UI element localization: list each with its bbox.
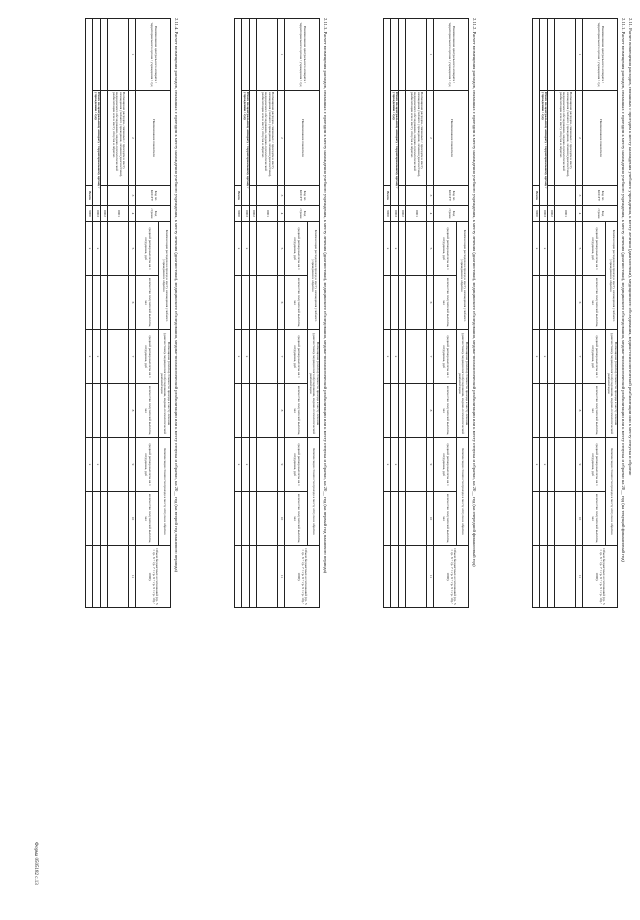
- table-cell: [540, 19, 548, 91]
- x-mark: x: [540, 222, 548, 276]
- header-avg: средний размер выплаты на 1 сотрудника, руб: [136, 330, 159, 384]
- calculation-table: [85, 18, 171, 608]
- column-number: 11: [129, 546, 136, 608]
- row-label: Возмещение расходов, связанных с проездом к месту нахождения учебного учреждения, лечения (диагностики), медицинского обследования, медико-психологической реабилитации или к месту отпуска и обратно: [555, 91, 576, 186]
- column-number: 2: [129, 91, 136, 186]
- grand-total-label: Всего: [533, 186, 540, 206]
- value-cell: [548, 222, 555, 276]
- header-count: количество получателей выплаты, чел: [583, 276, 606, 330]
- column-number: 7: [427, 330, 434, 384]
- table-cell: [406, 186, 427, 206]
- column-number: 7: [129, 330, 136, 384]
- line-code: 9000: [235, 206, 242, 222]
- grand-total-label: Всего: [235, 186, 242, 206]
- header-avg: средний размер выплаты на 1 сотрудника, руб: [434, 330, 457, 384]
- value-cell: [391, 384, 399, 438]
- table-cell: [101, 19, 108, 91]
- value-cell: [384, 492, 391, 546]
- value-cell: [406, 384, 427, 438]
- table-cell: [555, 19, 576, 91]
- row-label: [548, 91, 555, 186]
- table-cell: [108, 19, 129, 91]
- header-avg: средний размер выплаты на 1 сотрудника, руб: [583, 330, 606, 384]
- column-number: 1: [576, 19, 583, 91]
- value-cell: [101, 222, 108, 276]
- header-org: Наименование центрального аппарата / территориального органа / учреждения / суд: [136, 19, 171, 91]
- column-number: 10: [427, 492, 434, 546]
- table-cell: [399, 19, 406, 91]
- x-mark: x: [93, 438, 101, 492]
- line-code: 0003: [391, 206, 399, 222]
- total-value-cell: [384, 546, 391, 608]
- value-cell: [555, 276, 576, 330]
- line-code: 0003: [540, 206, 548, 222]
- header-indicator: Наименование показателя: [136, 91, 171, 186]
- header-count: количество получателей выплаты, чел: [285, 276, 308, 330]
- header-org: Наименование центрального аппарата / территориального органа / учреждения / суд: [285, 19, 320, 91]
- header-line-code: Код строки: [434, 206, 469, 222]
- value-cell: [93, 492, 101, 546]
- line-code: 9000: [384, 206, 391, 222]
- table-cell: [555, 186, 576, 206]
- value-cell: [86, 276, 93, 330]
- x-mark: x: [540, 330, 548, 384]
- row-label: Возмещение расходов, связанных с проездом к месту нахождения учебного учреждения, лечения (диагностики), медицинского обследования, медико-психологической реабилитации или к месту отпуска и обратно: [108, 91, 129, 186]
- header-count: количество получателей выплаты, чел: [285, 492, 308, 546]
- header-indicator: Наименование показателя: [434, 91, 469, 186]
- header-org: Наименование центрального аппарата / территориального органа / учреждения / суд: [434, 19, 469, 91]
- row-label: [250, 91, 257, 186]
- column-number: 1: [278, 19, 285, 91]
- column-number: 11: [427, 546, 434, 608]
- column-number: 4: [576, 206, 583, 222]
- line-code: 9000: [533, 206, 540, 222]
- table-cell: [108, 186, 129, 206]
- total-value-cell: [108, 546, 129, 608]
- line-code: 0002: [548, 206, 555, 222]
- value-cell: [250, 330, 257, 384]
- value-cell: [235, 384, 242, 438]
- value-cell: [250, 492, 257, 546]
- table-row: [384, 19, 391, 608]
- value-cell: [399, 384, 406, 438]
- column-number: 8: [278, 384, 285, 438]
- header-count: количество получателей выплаты, чел: [434, 276, 457, 330]
- value-cell: [555, 222, 576, 276]
- value-cell: [555, 330, 576, 384]
- value-cell: [242, 276, 250, 330]
- x-mark: x: [391, 330, 399, 384]
- table-cell: [235, 19, 242, 186]
- column-number: 4: [278, 206, 285, 222]
- header-count: количество получателей выплаты, чел: [583, 384, 606, 438]
- table-title: 2.11.1. Расчет возмещения расходов, связанных с проездом к месту нахождения учебного учреждения, к месту лечения (диагностики), медицинского обследования, медико-психологической реабилитации или к месту отпуска и обратно на 20__ год (на текущий финансовый год): [621, 18, 626, 562]
- value-cell: [250, 384, 257, 438]
- total-value-cell: [533, 546, 540, 608]
- table-cell: [391, 19, 399, 91]
- table-title: 2.11.2. Расчет возмещения расходов, связанных с проездом к месту нахождения учебного учреждения, к месту лечения (диагностики), медицинского обследования, медико-психологической реабилитации или к месту отпуска и обратно, на 20__ год (на очередной финансовый год): [472, 18, 477, 567]
- value-cell: [242, 384, 250, 438]
- value-cell: [533, 492, 540, 546]
- table-row: [406, 19, 427, 608]
- total-value-cell: [93, 546, 101, 608]
- header-count: количество получателей выплаты, чел: [136, 384, 159, 438]
- line-code: 0001: [108, 206, 129, 222]
- row-label: Итого по центральному аппарату / территориальному органу / учреждению / суду: [242, 91, 250, 206]
- line-code: 0002: [101, 206, 108, 222]
- column-number: 5: [278, 222, 285, 276]
- value-cell: [101, 384, 108, 438]
- calculation-table: [383, 18, 469, 608]
- table-cell: [242, 19, 250, 91]
- header-count: количество получателей выплаты, чел: [583, 492, 606, 546]
- header-count: количество получателей выплаты, чел: [136, 492, 159, 546]
- line-code: 0001: [555, 206, 576, 222]
- column-number: 9: [576, 438, 583, 492]
- value-cell: [406, 438, 427, 492]
- header-count: количество получателей выплаты, чел: [434, 492, 457, 546]
- x-mark: x: [242, 330, 250, 384]
- column-number: 10: [278, 492, 285, 546]
- column-number: 7: [576, 330, 583, 384]
- column-number: 2: [278, 91, 285, 186]
- row-label: [101, 91, 108, 186]
- value-cell: [548, 492, 555, 546]
- header-avg: средний размер выплаты на 1 сотрудника, руб: [434, 222, 457, 276]
- row-label: Итого по центральному аппарату / территориальному органу / учреждению / суду: [93, 91, 101, 206]
- column-number: 4: [427, 206, 434, 222]
- x-mark: x: [93, 330, 101, 384]
- column-number: 6: [129, 276, 136, 330]
- value-cell: [108, 276, 129, 330]
- value-cell: [391, 492, 399, 546]
- header-group-treatment: Возмещение (оплата) стоимости проезда к месту лечения (диагностики), медицинского обследования, медико-психологической реабилитации: [606, 330, 618, 438]
- header-line-code: Код строки: [285, 206, 320, 222]
- header-indicator: Наименование показателя: [285, 91, 320, 186]
- header-avg: средний размер выплаты на 1 сотрудника, руб: [434, 438, 457, 492]
- x-mark: x: [86, 330, 93, 384]
- value-cell: [242, 492, 250, 546]
- table-cell: [384, 19, 391, 186]
- header-group-study: Компенсация расходов на проезд к месту нахождения учебного учреждения и обратно: [457, 222, 469, 330]
- calculation-table: [234, 18, 320, 608]
- column-number: 11: [576, 546, 583, 608]
- header-group-study: Компенсация расходов на проезд к месту нахождения учебного учреждения и обратно: [606, 222, 618, 330]
- value-cell: [555, 492, 576, 546]
- value-cell: [257, 492, 278, 546]
- column-number: 3: [576, 186, 583, 206]
- value-cell: [555, 438, 576, 492]
- x-mark: x: [540, 438, 548, 492]
- header-group-study: Компенсация расходов на проезд к месту нахождения учебного учреждения и обратно: [308, 222, 320, 330]
- line-code: 0003: [242, 206, 250, 222]
- value-cell: [406, 492, 427, 546]
- column-number: 8: [129, 384, 136, 438]
- header-avg: средний размер выплаты на 1 сотрудника, руб: [136, 222, 159, 276]
- value-cell: [257, 330, 278, 384]
- x-mark: x: [391, 222, 399, 276]
- table-row: [235, 19, 242, 608]
- grand-total-label: Всего: [86, 186, 93, 206]
- value-cell: [257, 438, 278, 492]
- header-count: количество получателей выплаты, чел: [434, 384, 457, 438]
- value-cell: [406, 330, 427, 384]
- value-cell: [384, 384, 391, 438]
- x-mark: x: [242, 438, 250, 492]
- column-number: 10: [576, 492, 583, 546]
- table-cell: [533, 19, 540, 186]
- header-line-code: Код строки: [583, 206, 618, 222]
- table-row: [540, 19, 548, 608]
- column-number: 3: [427, 186, 434, 206]
- line-code: 0002: [250, 206, 257, 222]
- table-cell: [250, 186, 257, 206]
- header-avg: средний размер выплаты на 1 сотрудника, руб: [285, 330, 308, 384]
- line-code: 0003: [93, 206, 101, 222]
- row-label: Возмещение расходов, связанных с проездом к месту нахождения учебного учреждения, лечения (диагностики), медицинского обследования, медико-психологической реабилитации или к месту отпуска и обратно: [406, 91, 427, 186]
- header-group-vacation: Компенсация стоимости проезда к месту отпуска и обратно: [457, 438, 469, 546]
- value-cell: [86, 492, 93, 546]
- row-label: Итого по центральному аппарату / территориальному органу / учреждению / суду: [391, 91, 399, 206]
- header-total: Объем бюджетных ассигнований (гр. 5 × гр. 6 + гр. 7 × гр. 8 + гр. 9 × гр. 10) / 1000): [285, 546, 320, 608]
- x-mark: x: [235, 438, 242, 492]
- table-cell: [548, 186, 555, 206]
- value-cell: [108, 384, 129, 438]
- total-value-cell: [540, 546, 548, 608]
- header-group-treatment: Возмещение (оплата) стоимости проезда к месту лечения (диагностики), медицинского обследования, медико-психологической реабилитации: [159, 330, 171, 438]
- header-avg: средний размер выплаты на 1 сотрудника, руб: [285, 222, 308, 276]
- grand-total-label: Всего: [384, 186, 391, 206]
- value-cell: [548, 384, 555, 438]
- table-row: [93, 19, 101, 608]
- column-number: 9: [427, 438, 434, 492]
- x-mark: x: [533, 330, 540, 384]
- table-cell: [101, 186, 108, 206]
- column-number: 6: [278, 276, 285, 330]
- line-code: 0002: [399, 206, 406, 222]
- line-code: 0001: [257, 206, 278, 222]
- header-avg: средний размер выплаты на 1 сотрудника, руб: [583, 222, 606, 276]
- value-cell: [250, 438, 257, 492]
- column-number: 5: [129, 222, 136, 276]
- calculation-table: [532, 18, 618, 608]
- total-value-cell: [399, 546, 406, 608]
- table-title: 2.11.4. Расчет возмещения расходов, связанных с проездом к месту нахождения учебного учреждения, к месту лечения (диагностики), медицинского обследования, медико-психологической реабилитации или к месту отпуска и обратно, на 20__ год (на второй год планового периода): [174, 18, 179, 573]
- x-mark: x: [384, 438, 391, 492]
- table-row: [533, 19, 540, 608]
- value-cell: [540, 384, 548, 438]
- header-total: Объем бюджетных ассигнований (гр. 5 × гр. 6 + гр. 7 × гр. 8 + гр. 9 × гр. 10) / 1000): [136, 546, 171, 608]
- header-group-treatment: Возмещение (оплата) стоимости проезда к месту лечения (диагностики), медицинского обследования, медико-психологической реабилитации: [457, 330, 469, 438]
- value-cell: [406, 276, 427, 330]
- column-number: 1: [427, 19, 434, 91]
- x-mark: x: [533, 438, 540, 492]
- column-number: 8: [427, 384, 434, 438]
- value-cell: [540, 492, 548, 546]
- table-cell: [250, 19, 257, 91]
- value-cell: [548, 330, 555, 384]
- column-number: 1: [129, 19, 136, 91]
- header-group-vacation: Компенсация стоимости проезда к месту отпуска и обратно: [606, 438, 618, 546]
- value-cell: [540, 276, 548, 330]
- header-count: количество получателей выплаты, чел: [285, 384, 308, 438]
- value-cell: [101, 492, 108, 546]
- value-cell: [108, 330, 129, 384]
- header-kosgu: Код по КОСГУ: [136, 186, 171, 206]
- table-row: [555, 19, 576, 608]
- value-cell: [86, 384, 93, 438]
- row-label: Итого по центральному аппарату / территориальному органу / учреждению / суду: [540, 91, 548, 206]
- line-code: 9000: [86, 206, 93, 222]
- table-row: [108, 19, 129, 608]
- value-cell: [399, 330, 406, 384]
- table-row: [86, 19, 93, 608]
- value-cell: [250, 222, 257, 276]
- form-code: Форма 0505182 с.13: [33, 842, 38, 885]
- value-cell: [101, 330, 108, 384]
- header-group-study: Компенсация расходов на проезд к месту нахождения учебного учреждения и обратно: [159, 222, 171, 330]
- column-number: 9: [129, 438, 136, 492]
- total-value-cell: [101, 546, 108, 608]
- value-cell: [257, 384, 278, 438]
- table-row: [250, 19, 257, 608]
- x-mark: x: [86, 438, 93, 492]
- column-number: 10: [129, 492, 136, 546]
- value-cell: [399, 438, 406, 492]
- table-row: [242, 19, 250, 608]
- value-cell: [399, 276, 406, 330]
- table-cell: [93, 19, 101, 91]
- value-cell: [101, 276, 108, 330]
- column-number: 6: [576, 276, 583, 330]
- table-cell: [257, 186, 278, 206]
- total-value-cell: [548, 546, 555, 608]
- column-number: 3: [278, 186, 285, 206]
- header-total: Объем бюджетных ассигнований (гр. 5 × гр. 6 + гр. 7 × гр. 8 + гр. 9 × гр. 10) / 1000): [434, 546, 469, 608]
- x-mark: x: [93, 222, 101, 276]
- value-cell: [533, 384, 540, 438]
- x-mark: x: [391, 438, 399, 492]
- header-avg: средний размер выплаты на 1 сотрудника, руб: [583, 438, 606, 492]
- column-number: 5: [427, 222, 434, 276]
- total-value-cell: [250, 546, 257, 608]
- column-number: 9: [278, 438, 285, 492]
- header-group-vacation: Компенсация стоимости проезда к месту отпуска и обратно: [159, 438, 171, 546]
- table-row: [399, 19, 406, 608]
- header-line-code: Код строки: [136, 206, 171, 222]
- header-kosgu: Код по КОСГУ: [285, 186, 320, 206]
- x-mark: x: [533, 222, 540, 276]
- line-code: 0001: [406, 206, 427, 222]
- value-cell: [235, 276, 242, 330]
- total-value-cell: [555, 546, 576, 608]
- header-group-vacation: Компенсация стоимости проезда к месту отпуска и обратно: [308, 438, 320, 546]
- header-total: Объем бюджетных ассигнований (гр. 5 × гр. 6 + гр. 7 × гр. 8 + гр. 9 × гр. 10) / 1000): [583, 546, 618, 608]
- column-number: 5: [576, 222, 583, 276]
- table-row: [548, 19, 555, 608]
- table-cell: [406, 19, 427, 91]
- x-mark: x: [242, 222, 250, 276]
- header-org: Наименование центрального аппарата / территориального органа / учреждения / суд: [583, 19, 618, 91]
- value-cell: [108, 492, 129, 546]
- column-number: 4: [129, 206, 136, 222]
- table-cell: [86, 19, 93, 186]
- table-cell: [399, 186, 406, 206]
- table-cell: [548, 19, 555, 91]
- value-cell: [391, 276, 399, 330]
- x-mark: x: [86, 222, 93, 276]
- main-section-heading: 2.11. Расчет возмещения расходов, связанных с проездом к месту нахождения учебного учреждения, к месту лечения (диагностики), медицинского обследования, медико-психологической реабилитации или к месту отпуска и обратно: [628, 18, 633, 476]
- table-row: [257, 19, 278, 608]
- header-indicator: Наименование показателя: [583, 91, 618, 186]
- column-number: 6: [427, 276, 434, 330]
- header-avg: средний размер выплаты на 1 сотрудника, руб: [136, 438, 159, 492]
- column-number: 11: [278, 546, 285, 608]
- total-value-cell: [235, 546, 242, 608]
- x-mark: x: [384, 222, 391, 276]
- value-cell: [555, 384, 576, 438]
- header-avg: средний размер выплаты на 1 сотрудника, руб: [285, 438, 308, 492]
- total-value-cell: [391, 546, 399, 608]
- table-row: [391, 19, 399, 608]
- x-mark: x: [384, 330, 391, 384]
- value-cell: [399, 222, 406, 276]
- value-cell: [257, 276, 278, 330]
- value-cell: [108, 222, 129, 276]
- value-cell: [257, 222, 278, 276]
- row-label: Возмещение расходов, связанных с проездом к месту нахождения учебного учреждения, лечения (диагностики), медицинского обследования, медико-психологической реабилитации или к месту отпуска и обратно: [257, 91, 278, 186]
- header-group-treatment: Возмещение (оплата) стоимости проезда к месту лечения (диагностики), медицинского обследования, медико-психологической реабилитации: [308, 330, 320, 438]
- table-row: [101, 19, 108, 608]
- value-cell: [235, 492, 242, 546]
- column-number: 8: [576, 384, 583, 438]
- value-cell: [101, 438, 108, 492]
- value-cell: [384, 276, 391, 330]
- value-cell: [548, 276, 555, 330]
- row-label: [399, 91, 406, 186]
- total-value-cell: [406, 546, 427, 608]
- total-value-cell: [86, 546, 93, 608]
- value-cell: [93, 384, 101, 438]
- header-count: количество получателей выплаты, чел: [136, 276, 159, 330]
- column-number: 7: [278, 330, 285, 384]
- x-mark: x: [235, 330, 242, 384]
- header-kosgu: Код по КОСГУ: [434, 186, 469, 206]
- column-number: 2: [576, 91, 583, 186]
- table-cell: [257, 19, 278, 91]
- value-cell: [108, 438, 129, 492]
- total-value-cell: [257, 546, 278, 608]
- value-cell: [93, 276, 101, 330]
- value-cell: [250, 276, 257, 330]
- header-kosgu: Код по КОСГУ: [583, 186, 618, 206]
- column-number: 2: [427, 91, 434, 186]
- value-cell: [399, 492, 406, 546]
- value-cell: [406, 222, 427, 276]
- table-title: 2.11.3. Расчет возмещения расходов, связанных с проездом к месту нахождения учебного учреждения, к месту лечения (диагностики), медицинского обследования, медико-психологической реабилитации или к месту отпуска и обратно, на 20__ год (на первый год планового периода): [323, 18, 328, 574]
- column-number: 3: [129, 186, 136, 206]
- value-cell: [533, 276, 540, 330]
- x-mark: x: [235, 222, 242, 276]
- value-cell: [548, 438, 555, 492]
- total-value-cell: [242, 546, 250, 608]
